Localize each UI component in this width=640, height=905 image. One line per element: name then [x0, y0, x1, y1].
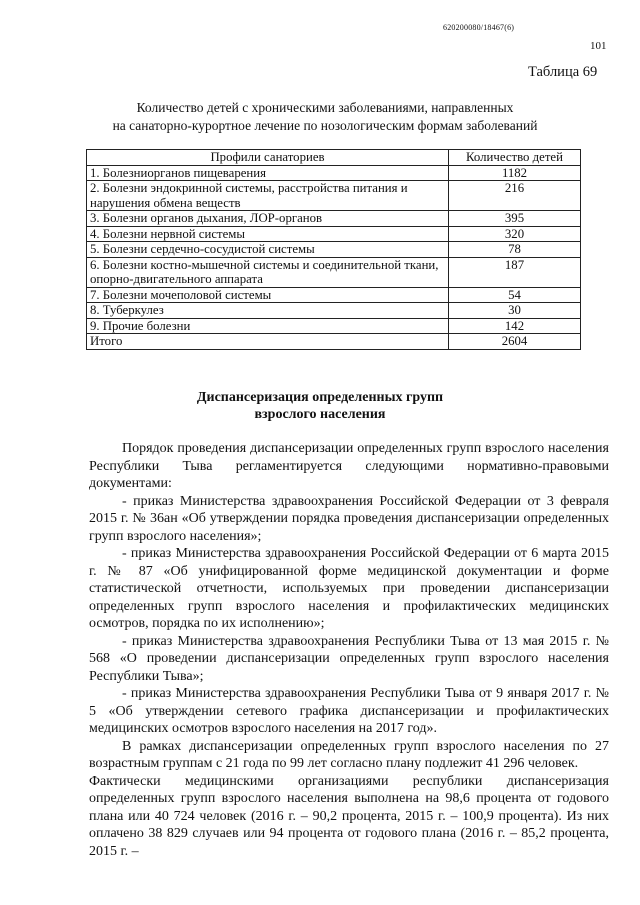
row-name: Итого — [87, 334, 449, 350]
table-label: Таблица 69 — [528, 64, 598, 80]
table-row — [87, 257, 581, 287]
column-header-profile: Профили санаториев — [87, 150, 449, 166]
row-count: 30 — [449, 303, 581, 319]
column-header-count: Количество детей — [449, 150, 581, 166]
row-name: 9. Прочие болезни — [87, 318, 449, 334]
table-row — [87, 211, 581, 227]
table-row — [87, 181, 581, 211]
paragraph: - приказ Министерства здравоохранения Республики Тыва от 9 января 2017 г. № 5 «Об утверждении сетевого графика диспансеризации и профилактических медицинских осмотров взрослого населения на 2017 год». — [89, 686, 609, 736]
row-name: 1. Болезниорганов пищеварения — [87, 165, 449, 181]
paragraph: Фактически медицинскими организациями республики диспансеризация определенных групп взрослого населения выполнена на 98,6 процента от годового плана или 40 724 человек (2016 г. – 90,2 процента, 2015 г. – 100,9 процента). Из них оплачено 38 829 случаев или 94 процента от годового плана (2016 г. – 85,2 процента, 2015 г. – — [89, 773, 609, 859]
row-count: 2604 — [449, 334, 581, 350]
row-count: 78 — [449, 242, 581, 258]
row-name: 3. Болезни органов дыхания, ЛОР-органов — [87, 211, 449, 227]
row-count: 320 — [449, 226, 581, 242]
table-header-row — [87, 150, 581, 166]
section-heading — [150, 389, 490, 423]
row-name: 4. Болезни нервной системы — [87, 226, 449, 242]
table-title-line-1: Количество детей с хроническими заболеваниями, направленных — [136, 100, 514, 115]
table-title — [70, 99, 580, 135]
row-name: 5. Болезни сердечно-сосудистой системы — [87, 242, 449, 258]
table-row — [87, 287, 581, 303]
table-row-total — [87, 334, 581, 350]
paragraph: - приказ Министерства здравоохранения Российской Федерации от 6 марта 2015 г. № 87 «Об унифицированной форме медицинской документации и форме статистической отчетности, используемых при проведении диспансеризации определенных групп взрослого населения и профилактических медицинских осмотров, порядка по их исполнению»; — [89, 546, 609, 631]
body-text — [89, 440, 609, 860]
row-count: 216 — [449, 181, 581, 211]
page-number: 101 — [590, 40, 607, 52]
sanatorium-table — [86, 149, 581, 350]
section-heading-line-2: взрослого населения — [254, 407, 386, 422]
row-count: 395 — [449, 211, 581, 227]
table-title-line-2: на санаторно-курортное лечение по нозологическим формам заболеваний — [112, 118, 538, 133]
row-count: 187 — [449, 257, 581, 287]
table-row — [87, 226, 581, 242]
paragraph: - приказ Министерства здравоохранения Российской Федерации от 3 февраля 2015 г. № 36ан «Об утверждении порядка проведения диспансеризации определенных групп взрослого населения»; — [89, 493, 609, 544]
table-row — [87, 165, 581, 181]
row-name: 8. Туберкулез — [87, 303, 449, 319]
paragraph: В рамках диспансеризации определенных групп взрослого населения по 27 возрастным группам с 21 года по 99 лет согласно плану подлежит 41 296 человек. — [89, 738, 609, 771]
paragraph: Порядок проведения диспансеризации определенных групп взрослого населения Республики Тыва регламентируется следующими нормативно-правовыми документами: — [89, 441, 609, 491]
row-name: 6. Болезни костно-мышечной системы и соединительной ткани, опорно-двигательного аппарата — [87, 257, 449, 287]
row-name: 7. Болезни мочеполовой системы — [87, 287, 449, 303]
document-number: 620200080/18467(6) — [443, 23, 515, 32]
row-count: 142 — [449, 318, 581, 334]
table-row — [87, 318, 581, 334]
row-count: 1182 — [449, 165, 581, 181]
paragraph: - приказ Министерства здравоохранения Республики Тыва от 13 мая 2015 г. № 568 «О проведении диспансеризации определенных групп взрослого населения Республики Тыва»; — [89, 633, 609, 684]
row-count: 54 — [449, 287, 581, 303]
section-heading-line-1: Диспансеризация определенных групп — [196, 390, 444, 405]
table-row — [87, 242, 581, 258]
row-name: 2. Болезни эндокринной системы, расстройства питания и нарушения обмена веществ — [87, 181, 449, 211]
table-row — [87, 303, 581, 319]
